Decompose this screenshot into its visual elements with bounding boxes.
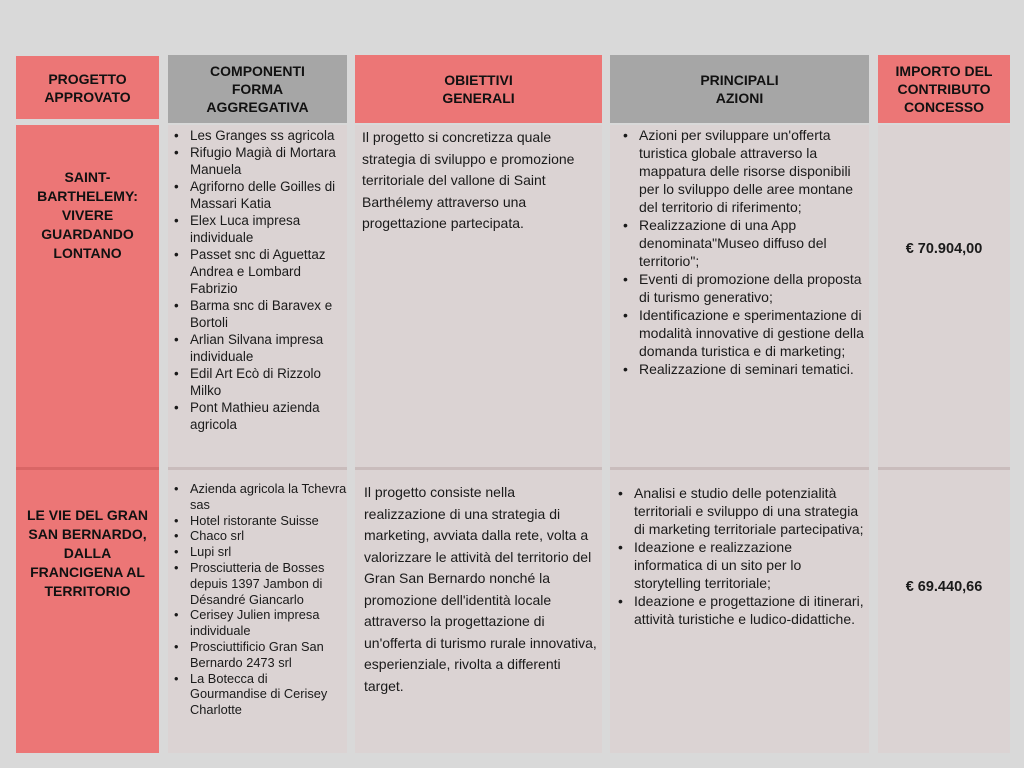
row-divider (355, 467, 602, 470)
list-item: • Ideazione e progettazione di itinerari, attività turistiche e ludico-didattiche. (612, 592, 864, 628)
actions-1 (617, 126, 867, 378)
objective-1: Il progetto si concretizza quale strategia di sviluppo e promozione territoriale del vallone di Saint Barthélemy attraverso una progettazione partecipata. (362, 129, 575, 231)
objective-2: Il progetto consiste nella realizzazione di una strategia di marketing, avviata dalla rete, volta a valorizzare le attività del territorio del Gran San Bernardo nonché la promozione dell'identità locale attraverso la progettazione di un'offerta di turismo rurale innovativa, esperienziale, rivolta a differenti target. (364, 484, 597, 694)
list-item: • Hotel ristorante Suisse (168, 513, 347, 529)
header-componenti: COMPONENTI FORMA AGGREGATIVA (168, 55, 347, 123)
column-importo (878, 125, 1010, 753)
header-obiettivi: OBIETTIVI GENERALI (355, 55, 602, 123)
list-item: • Eventi di promozione della proposta di turismo generativo; (617, 270, 867, 306)
list-item: • Identificazione e sperimentazione di modalità innovative di gestione della domanda turistica e di marketing; (617, 306, 867, 360)
list-item: • Chaco srl (168, 528, 347, 544)
list-item: • Azienda agricola la Tchevra sas (168, 481, 347, 513)
list-item: • Passet snc di Aguettaz Andrea e Lombard Fabrizio (168, 246, 347, 297)
list-item: • Elex Luca impresa individuale (168, 212, 347, 246)
list-item: • Prosciutteria de Bosses depuis 1397 Jambon di Désandré Giancarlo (168, 560, 347, 607)
list-item: • Rifugio Magià di Mortara Manuela (168, 144, 347, 178)
actions-2 (612, 484, 864, 628)
components-1 (168, 127, 347, 433)
list-item: • Lupi srl (168, 544, 347, 560)
list-item: • Cerisey Julien impresa individuale (168, 607, 347, 639)
list-item: • Agriforno delle Goilles di Massari Katia (168, 178, 347, 212)
project-title-2: LE VIE DEL GRAN SAN BERNARDO, DALLA FRANCIGENA AL TERRITORIO (26, 507, 149, 599)
header-progetto: PROGETTO APPROVATO (16, 56, 159, 119)
list-item: • Pont Mathieu azienda agricola (168, 399, 347, 433)
row-divider (16, 467, 159, 470)
list-item: • Les Granges ss agricola (168, 127, 347, 144)
components-2 (168, 481, 347, 718)
amount-1: € 70.904,00 (905, 241, 983, 257)
project-title-1: SAINT- BARTHELEMY: VIVERE GUARDANDO LONTANO (37, 169, 138, 261)
row-divider (610, 467, 869, 470)
row-divider (168, 467, 347, 470)
list-item: • Analisi e studio delle potenzialità territoriali e sviluppo di una strategia di marketing territoriale partecipativa; (612, 484, 864, 538)
list-item: • Barma snc di Baravex e Bortoli (168, 297, 347, 331)
list-item: • Arlian Silvana impresa individuale (168, 331, 347, 365)
amount-2: € 69.440,66 (905, 579, 983, 595)
list-item: • Azioni per sviluppare un'offerta turistica globale attraverso la mappatura delle risorse disponibili per lo sviluppo delle aree montane del territorio di riferimento; (617, 126, 867, 216)
list-item: • La Botecca di Gourmandise di Cerisey Charlotte (168, 671, 347, 718)
list-item: • Prosciuttificio Gran San Bernardo 2473 srl (168, 639, 347, 671)
list-item: • Ideazione e realizzazione informatica di un sito per lo storytelling territoriale; (612, 538, 864, 592)
row-divider (878, 467, 1010, 470)
list-item: • Realizzazione di una App denominata"Museo diffuso del territorio"; (617, 216, 867, 270)
list-item: • Realizzazione di seminari tematici. (617, 360, 867, 378)
header-azioni: PRINCIPALI AZIONI (610, 55, 869, 123)
list-item: • Edil Art Ecò di Rizzolo Milko (168, 365, 347, 399)
header-importo: IMPORTO DEL CONTRIBUTO CONCESSO (878, 55, 1010, 123)
